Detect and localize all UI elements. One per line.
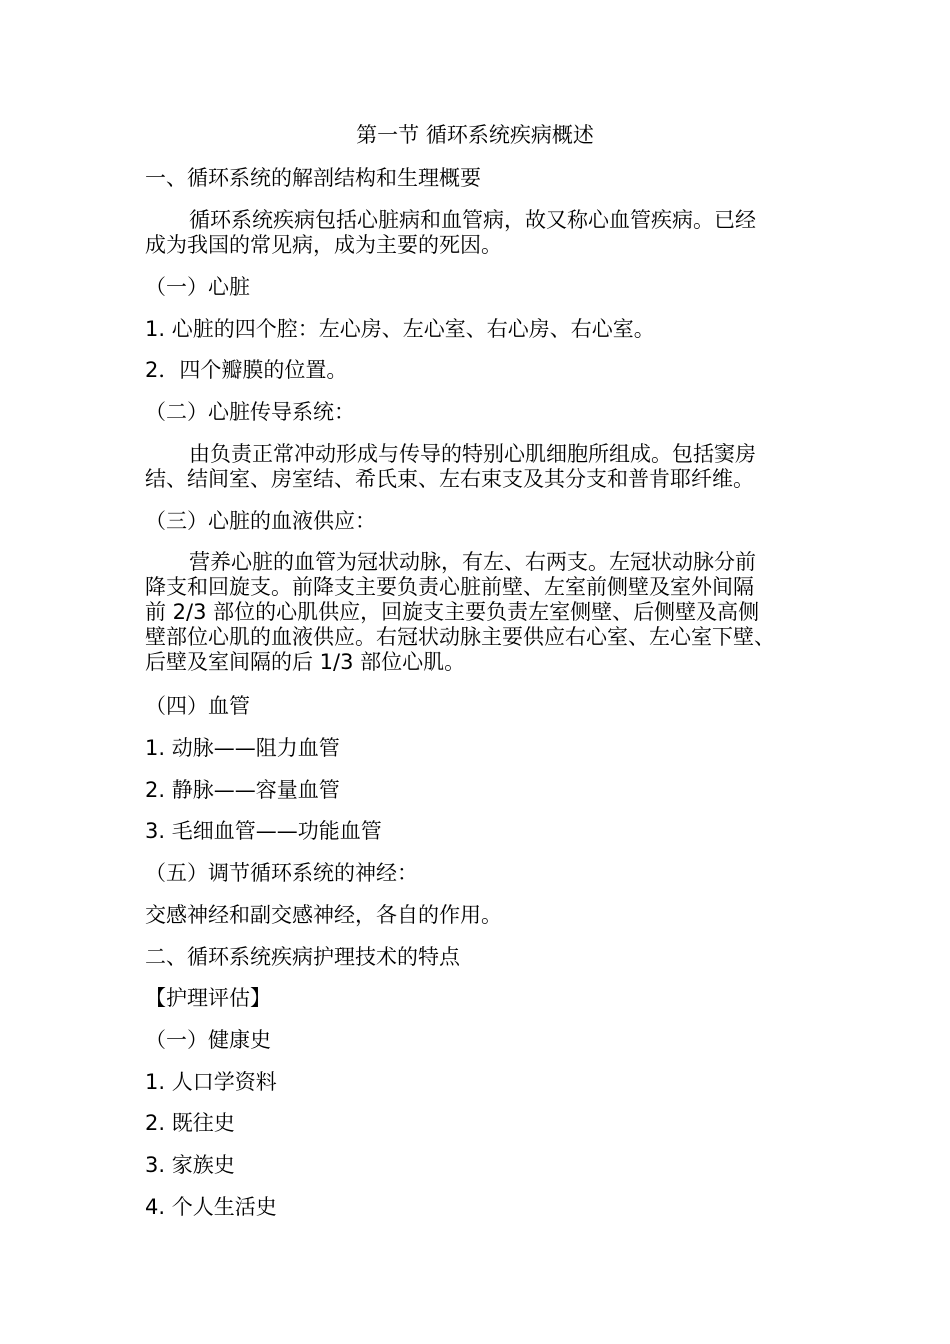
conduction-paragraph [145, 442, 825, 492]
list-item: 2. 静脉——容量血管 [145, 778, 340, 802]
subheading-heart: （一）心脏 [145, 275, 250, 299]
subheading-blood-supply: （三）心脏的血液供应： [145, 509, 376, 533]
intro-paragraph [145, 208, 825, 258]
nerve-text: 交感神经和副交感神经，各自的作用。 [145, 903, 502, 927]
paragraph-line: 成为我国的常见病，成为主要的死因。 [145, 233, 502, 257]
paragraph-line: 后壁及室间隔的后 1/3 部位心肌。 [145, 650, 466, 674]
section-heading-nursing: 二、循环系统疾病护理技术的特点 [145, 945, 460, 969]
paragraph-line: 营养心脏的血管为冠状动脉，有左、右两支。左冠状动脉分前 [189, 550, 756, 574]
paragraph-line: 壁部位心肌的血液供应。右冠状动脉主要供应右心室、左心室下壁、 [145, 625, 775, 649]
list-item: 2．四个瓣膜的位置。 [145, 358, 348, 382]
paragraph-line: 前 2/3 部位的心肌供应，回旋支主要负责左室侧壁、后侧壁及高侧 [145, 600, 760, 624]
paragraph-line: 降支和回旋支。前降支主要负责心脏前壁、左室前侧壁及室外间隔 [145, 575, 754, 599]
section-heading-anatomy: 一、循环系统的解剖结构和生理概要 [145, 166, 481, 190]
list-item: 1. 心脏的四个腔：左心房、左心室、右心房、右心室。 [145, 317, 655, 341]
list-item: 4. 个人生活史 [145, 1195, 277, 1219]
subheading-health-history: （一）健康史 [145, 1028, 271, 1052]
subheading-vessels: （四）血管 [145, 694, 250, 718]
list-item: 1. 动脉——阻力血管 [145, 736, 340, 760]
paragraph-line: 循环系统疾病包括心脏病和血管病，故又称心血管疾病。已经 [189, 208, 756, 232]
paragraph-line: 由负责正常冲动形成与传导的特别心肌细胞所组成。包括窦房 [189, 442, 756, 466]
page-title: 第一节 循环系统疾病概述 [356, 123, 594, 147]
list-item: 3. 毛细血管——功能血管 [145, 819, 382, 843]
blood-supply-paragraph [145, 550, 825, 675]
subheading-conduction: （二）心脏传导系统： [145, 400, 355, 424]
list-item: 1. 人口学资料 [145, 1070, 277, 1094]
list-item: 2. 既往史 [145, 1111, 235, 1135]
subheading-nerves: （五）调节循环系统的神经： [145, 861, 418, 885]
assessment-heading: 【护理评估】 [145, 986, 271, 1010]
list-item: 3. 家族史 [145, 1153, 235, 1177]
paragraph-line: 结、结间室、房室结、希氏束、左右束支及其分支和普肯耶纤维。 [145, 467, 754, 491]
